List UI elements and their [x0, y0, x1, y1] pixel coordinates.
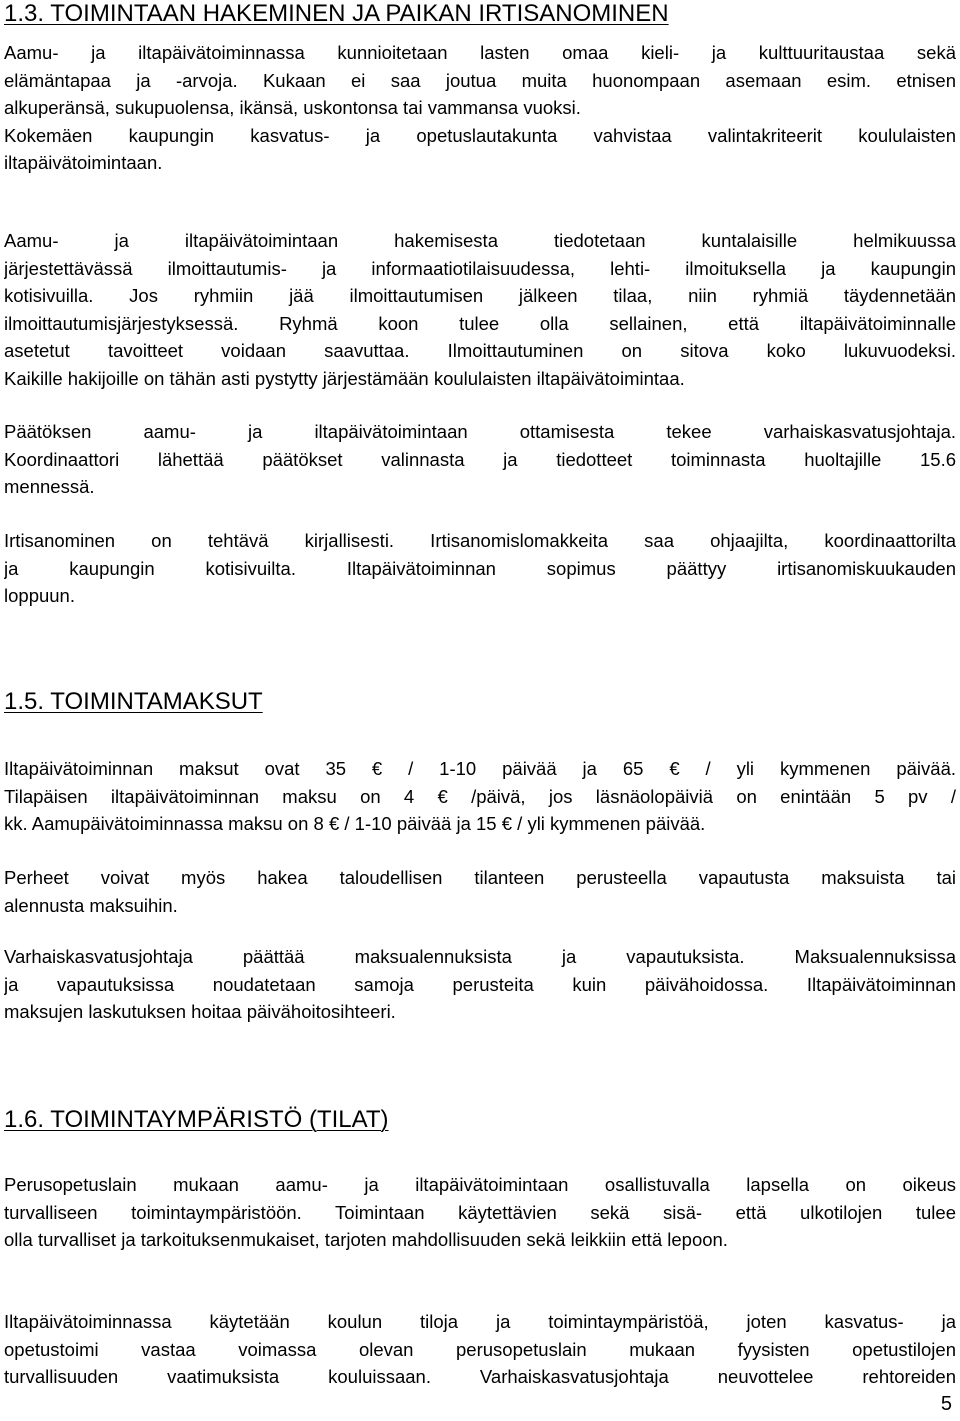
- section-heading-1-5: 1.5. TOIMINTAMAKSUT: [4, 688, 263, 715]
- text-line: Irtisanominen on tehtävä kirjallisesti. Irtisanomislomakkeita saa ohjaajilta, koordinaattorilta: [4, 530, 956, 551]
- text-line: alkuperänsä, sukupuolensa, ikänsä, uskontonsa tai vammansa vuoksi.: [4, 97, 581, 118]
- page-number: 5: [940, 1393, 952, 1415]
- text-line: kotisivuilla. Jos ryhmiin jää ilmoittautumisen jälkeen tilaa, niin ryhmiä täydennetään: [4, 285, 956, 306]
- text-line: Varhaiskasvatusjohtaja päättää maksualennuksista ja vapautuksista. Maksualennuksissa: [4, 946, 956, 967]
- text-line: turvalliseen toimintaympäristöön. Toimintaan käytettävien sekä sisä- että ulkotilojen tulee: [4, 1201, 956, 1223]
- text-line: alennusta maksuihin.: [4, 894, 178, 916]
- text-line: Päätöksen aamu- ja iltapäivätoimintaan ottamisesta tekee varhaiskasvatusjohtaja.: [4, 421, 956, 442]
- text-line: Aamu- ja iltapäivätoiminnassa kunnioitetaan lasten omaa kieli- ja kulttuuritaustaa sekä: [4, 42, 956, 63]
- text-line: maksujen laskutuksen hoitaa päivähoitosihteeri.: [4, 1001, 396, 1022]
- text-line: Kaikille hakijoille on tähän asti pystytty järjestämään koululaisten iltapäivätoimintaa.: [4, 367, 685, 389]
- paragraph-1-3-4: [4, 527, 956, 610]
- section-heading-1-3: 1.3. TOIMINTAAN HAKEMINEN JA PAIKAN IRTISANOMINEN: [4, 0, 669, 27]
- text-line: ja kaupungin kotisivuilta. Iltapäivätoiminnan sopimus päättyy irtisanomiskuukauden: [4, 557, 956, 579]
- paragraph-1-5-3: [4, 943, 956, 1026]
- paragraph-1-5-1: [4, 755, 956, 838]
- text-line: loppuun.: [4, 585, 75, 606]
- paragraph-1-5-2: [4, 864, 956, 919]
- text-line: ja vapautuksissa noudatetaan samoja perusteita kuin päivähoidossa. Iltapäivätoiminnan: [4, 973, 956, 995]
- text-line: Tilapäisen iltapäivätoiminnan maksu on 4 € /päivä, jos läsnäolopäiviä on enintään 5 pv /: [4, 785, 956, 807]
- text-line: Perheet voivat myös hakea taloudellisen tilanteen perusteella vapautusta maksuista tai: [4, 867, 956, 888]
- text-line: elämäntapaa ja -arvoja. Kukaan ei saa joutua muita huonompaan asemaan esim. etnisen: [4, 69, 956, 91]
- text-line: mennessä.: [4, 476, 95, 497]
- paragraph-1-6-2: [4, 1308, 956, 1391]
- text-line: Iltapäivätoiminnassa käytetään koulun tiloja ja toimintaympäristöä, joten kasvatus- ja: [4, 1311, 956, 1332]
- paragraph-1-3-3: [4, 418, 956, 501]
- text-line: Iltapäivätoiminnan maksut ovat 35 € / 1-10 päivää ja 65 € / yli kymmenen päivää.: [4, 758, 956, 779]
- text-line: asetetut tavoitteet voidaan saavuttaa. Ilmoittautuminen on sitova koko lukuvuodeksi.: [4, 340, 956, 361]
- text-line: olla turvalliset ja tarkoituksenmukaiset, tarjoten mahdollisuuden sekä leikkiin että lepoon.: [4, 1229, 728, 1250]
- text-line: Koordinaattori lähettää päätökset valinnasta ja tiedotteet toiminnasta huoltajille 15.6: [4, 448, 956, 470]
- text-line: Kokemäen kaupungin kasvatus- ja opetuslautakunta vahvistaa valintakriteerit koululaisten: [4, 124, 956, 146]
- text-line: iltapäivätoimintaan.: [4, 152, 163, 173]
- text-line: kk. Aamupäivätoiminnassa maksu on 8 € / 1-10 päivää ja 15 € / yli kymmenen päivää.: [4, 813, 706, 834]
- paragraph-1-6-1: [4, 1171, 956, 1254]
- paragraph-1-3-2: [4, 227, 956, 392]
- section-heading-1-6: 1.6. TOIMINTAYMPÄRISTÖ (TILAT): [4, 1106, 389, 1133]
- text-line: Aamu- ja iltapäivätoimintaan hakemisesta tiedotetaan kuntalaisille helmikuussa: [4, 230, 956, 251]
- text-line: ilmoittautumisjärjestyksessä. Ryhmä koon tulee olla sellainen, että iltapäivätoiminnalle: [4, 312, 956, 334]
- text-line: Perusopetuslain mukaan aamu- ja iltapäivätoimintaan osallistuvalla lapsella on oikeus: [4, 1174, 956, 1195]
- paragraph-1-3-1: [4, 39, 956, 177]
- text-line: järjestettävässä ilmoittautumis- ja informaatiotilaisuudessa, lehti- ilmoituksella ja kaupungin: [4, 257, 956, 279]
- text-line: turvallisuuden vaatimuksista kouluissaan. Varhaiskasvatusjohtaja neuvottelee rehtoreiden: [4, 1366, 956, 1387]
- text-line: opetustoimi vastaa voimassa olevan perusopetuslain mukaan fyysisten opetustilojen: [4, 1338, 956, 1360]
